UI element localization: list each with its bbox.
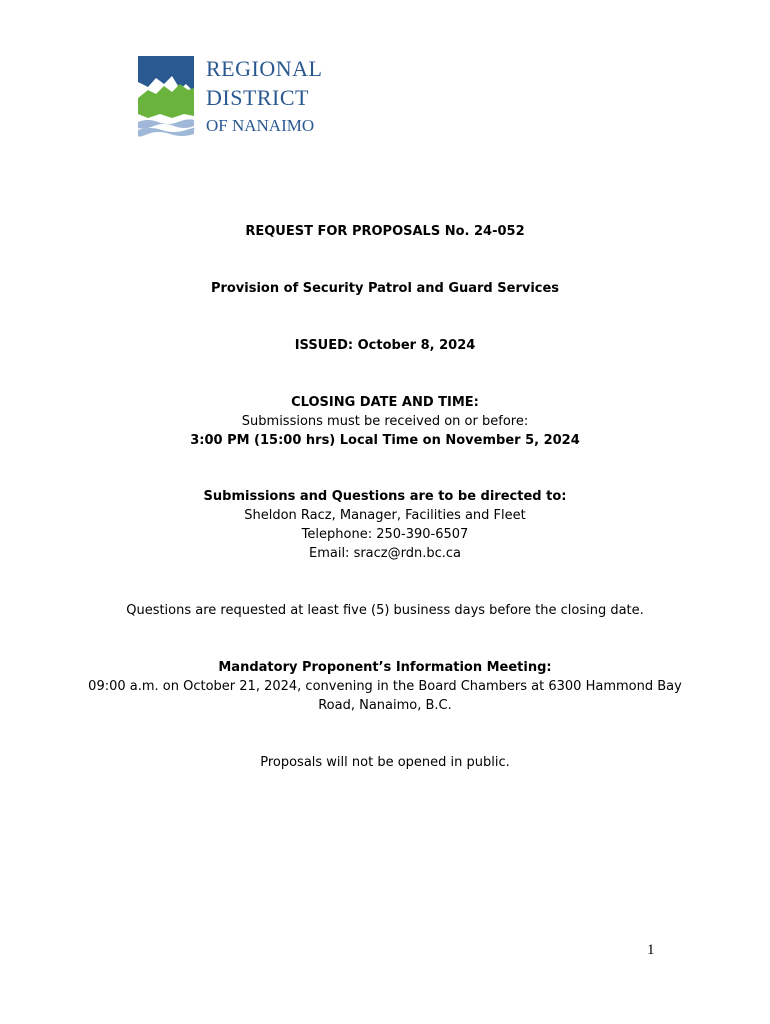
questions-note: Questions are requested at least five (5) business days before the closing date. xyxy=(126,603,644,618)
logo-line-2: DISTRICT xyxy=(206,85,309,110)
logo-line-3: OF NANAIMO xyxy=(206,116,315,135)
rfp-subtitle: Provision of Security Patrol and Guard Services xyxy=(210,281,560,296)
rfp-title: REQUEST FOR PROPOSALS No. 24-052 xyxy=(245,224,525,239)
meeting-line-1: 09:00 a.m. on October 21, 2024, convening in the Board Chambers at 6300 Hammond Bay xyxy=(88,679,682,694)
meeting-line-2: Road, Nanaimo, B.C. xyxy=(318,698,452,713)
contact-heading: Submissions and Questions are to be directed to: xyxy=(203,489,567,504)
closing-line-1: Submissions must be received on or before: xyxy=(241,414,529,429)
meeting-heading: Mandatory Proponent’s Information Meeting: xyxy=(218,660,552,675)
public-note: Proposals will not be opened in public. xyxy=(260,755,510,770)
issued-date: ISSUED: October 8, 2024 xyxy=(294,338,476,353)
page-number: 1 xyxy=(647,942,655,958)
closing-heading: CLOSING DATE AND TIME: xyxy=(291,395,479,410)
logo-emblem-icon xyxy=(136,54,200,140)
contact-phone: Telephone: 250-390-6507 xyxy=(301,527,469,542)
contact-name: Sheldon Racz, Manager, Facilities and Fleet xyxy=(244,508,526,523)
closing-line-2: 3:00 PM (15:00 hrs) Local Time on November 5, 2024 xyxy=(190,433,580,448)
regional-district-of-nanaimo-logo xyxy=(136,54,346,140)
contact-email: Email: sracz@rdn.bc.ca xyxy=(308,546,462,561)
logo-line-1: REGIONAL xyxy=(206,56,323,81)
